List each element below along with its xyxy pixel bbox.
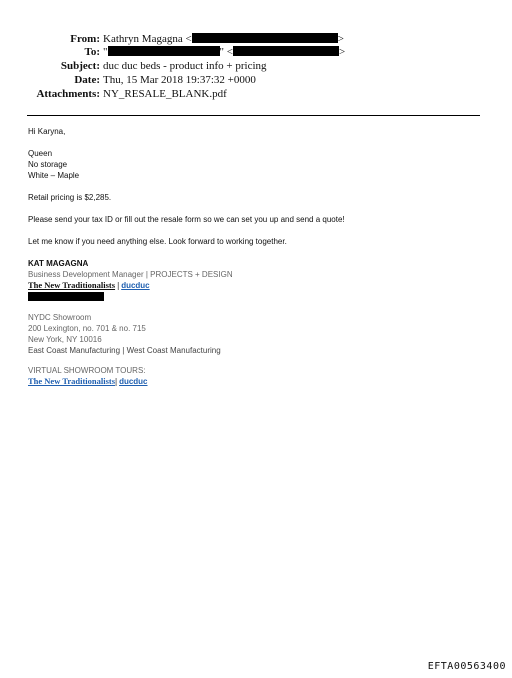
- closing-text: Let me know if you need anything else. Look forward to working together.: [28, 237, 287, 246]
- signature-name: KAT MAGAGNA: [28, 259, 89, 268]
- redacted-email: [233, 46, 339, 56]
- subject-value: duc duc beds - product info + pricing: [103, 60, 267, 72]
- date-label: Date:: [74, 74, 100, 86]
- signature: [28, 258, 488, 387]
- date-row: [0, 74, 512, 87]
- pricing-text: Retail pricing is $2,285.: [28, 193, 112, 202]
- address-line-1: 200 Lexington, no. 701 & no. 715: [28, 324, 146, 333]
- address-line-2: New York, NY 10016: [28, 335, 102, 344]
- brand-sep: |: [115, 280, 122, 290]
- request-text: Please send your tax ID or fill out the resale form so we can set you up and send a quote!: [28, 215, 345, 224]
- brand-link[interactable]: ducduc: [121, 281, 150, 290]
- tours-serif-link[interactable]: The New Traditionalists: [28, 376, 116, 386]
- to-quote: ": [103, 46, 108, 58]
- tours-link[interactable]: ducduc: [119, 377, 148, 386]
- redacted-name: [108, 46, 220, 56]
- showroom-title: NYDC Showroom: [28, 313, 92, 322]
- greeting: Hi Karyna,: [28, 127, 66, 136]
- document-stamp: EFTA00563400: [427, 661, 506, 672]
- subject-row: [0, 60, 512, 73]
- product-line-color: White – Maple: [28, 171, 80, 180]
- attachments-label: Attachments:: [36, 88, 100, 100]
- attachment-file[interactable]: NY_RESALE_BLANK.pdf: [103, 88, 227, 100]
- to-end: >: [338, 46, 346, 58]
- subject-label: Subject:: [60, 60, 100, 72]
- redacted-contact: [28, 292, 104, 301]
- product-line-storage: No storage: [28, 160, 68, 169]
- tours-links: [28, 376, 488, 387]
- signature-title: Business Development Manager | PROJECTS + DESIGN: [28, 270, 233, 279]
- date-value: Thu, 15 Mar 2018 19:37:32 +0000: [103, 74, 256, 86]
- from-label: From:: [70, 33, 100, 45]
- to-label: To:: [84, 46, 100, 58]
- tours-title: VIRTUAL SHOWROOM TOURS:: [28, 366, 146, 375]
- to-row: [0, 46, 512, 59]
- attachments-row: [0, 88, 512, 101]
- redacted-email: [192, 33, 338, 43]
- signature-brand: [28, 280, 488, 291]
- manufacturing-links[interactable]: East Coast Manufacturing | West Coast Manufacturing: [28, 346, 221, 355]
- brand-serif-link[interactable]: The New Traditionalists: [28, 280, 116, 290]
- from-name: Kathryn Magagna <: [103, 33, 192, 45]
- header-divider: [27, 115, 480, 116]
- email-body: [28, 126, 488, 387]
- to-mid: " <: [219, 46, 233, 58]
- product-line-queen: Queen: [28, 149, 53, 158]
- tours-sep: |: [115, 376, 120, 386]
- from-row: [0, 33, 512, 46]
- from-end: >: [337, 33, 344, 45]
